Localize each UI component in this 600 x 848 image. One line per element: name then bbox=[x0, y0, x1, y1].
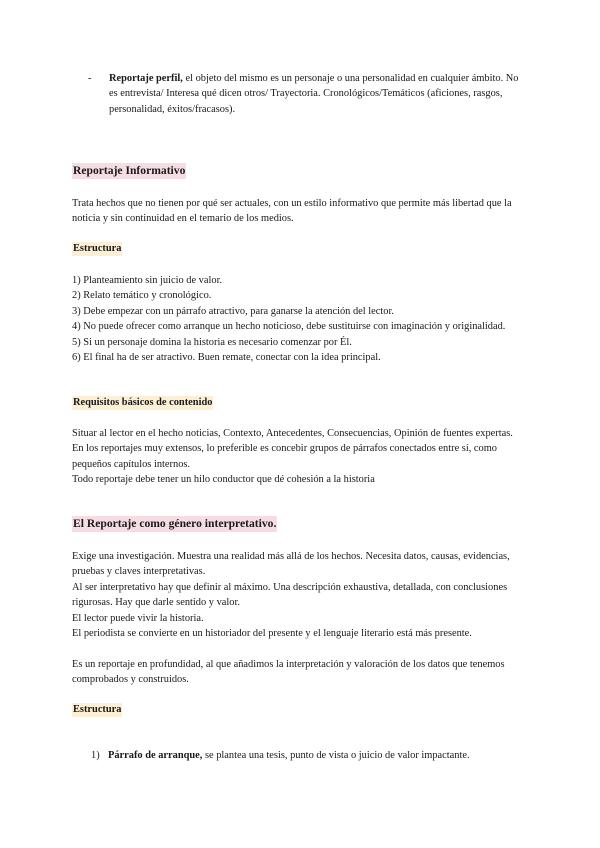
subheading-requisitos bbox=[72, 395, 532, 410]
heading-reportaje-informativo bbox=[72, 163, 532, 179]
paragraph-line: El lector puede vivir la historia. bbox=[72, 612, 204, 624]
paragraph-profundidad bbox=[72, 657, 532, 688]
numbered-item-text bbox=[108, 748, 538, 763]
subheading: Estructura bbox=[73, 243, 122, 254]
paragraph-line: Todo reportaje debe tener un hilo conductor que dé cohesión a la historia bbox=[72, 474, 375, 486]
section-heading: El Reportaje como género interpretativo. bbox=[73, 517, 277, 530]
paragraph-text: Es un reportaje en profundidad, al que añadimos la interpretación y valoración de los datos que tenemos comprobados y construidos. bbox=[72, 659, 505, 686]
list-item: 1) Planteamiento sin juicio de valor. bbox=[72, 275, 223, 286]
list-item: 4) No puede ofrecer como arranque un hecho noticioso, debe sustituirse con imaginación y originalidad. bbox=[72, 321, 506, 333]
paragraph-line: En los reportajes muy extensos, lo preferible es concebir grupos de párrafos conectados entre sí, como pequeños capítulos internos. bbox=[72, 443, 498, 470]
subheading: Estructura bbox=[73, 704, 122, 715]
heading-reportaje-interpretativo bbox=[72, 516, 532, 532]
interpretativo-paragraphs bbox=[72, 549, 532, 641]
bullet-bold-term: Reportaje perfil, bbox=[109, 73, 183, 84]
numbered-item-body: se plantea una tesis, punto de vista o juicio de valor impactante. bbox=[202, 750, 470, 761]
subheading: Requisitos básicos de contenido bbox=[73, 397, 213, 408]
subheading-estructura-1 bbox=[72, 241, 532, 256]
list-item: 3) Debe empezar con un párrafo atractivo, para ganarse la atención del lector. bbox=[72, 305, 394, 317]
requisitos-paragraphs bbox=[72, 426, 532, 488]
subheading-estructura-2 bbox=[72, 702, 532, 717]
paragraph-text: Trata hechos que no tienen por qué ser actuales, con un estilo informativo que permite más libertad que la noticia y sin continuidad en el temario de los medios. bbox=[72, 198, 512, 225]
paragraph-line: Exige una investigación. Muestra una realidad más allá de los hechos. Necesita datos, causas, evidencias, pruebas y claves interpretativas. bbox=[72, 551, 510, 578]
list-item: 2) Relato temático y cronológico. bbox=[72, 290, 212, 302]
bullet-body: el objeto del mismo es un personaje o una personalidad en cualquier ámbito. No es entrevista/ Interesa qué dicen otros/ Trayectoria. Cronológicos/Temáticos (aficiones, rasgos, personalidad, éxitos/fracasos). bbox=[109, 73, 519, 115]
bullet-text bbox=[109, 71, 529, 117]
estructura-list-1 bbox=[72, 273, 532, 365]
paragraph-line: Situar al lector en el hecho noticias, Contexto, Antecedentes, Consecuencias, Opinión de fuentes expertas. bbox=[72, 428, 513, 439]
bullet-marker: - bbox=[88, 73, 92, 84]
list-item: 5) Si un personaje domina la historia es necesario comenzar por Él. bbox=[72, 336, 352, 348]
list-item: 6) El final ha de ser atractivo. Buen remate, conectar con la idea principal. bbox=[72, 352, 381, 364]
number-marker: 1) bbox=[91, 750, 100, 761]
numbered-item-bold: Párrafo de arranque, bbox=[108, 750, 203, 761]
paragraph-line: Al ser interpretativo hay que definir al máximo. Una descripción exhaustiva, detallada, con conclusiones rigurosas. Hay que darle sentido y valor. bbox=[72, 581, 508, 609]
paragraph-informativo bbox=[72, 196, 532, 227]
paragraph-line: El periodista se convierte en un historiador del presente y el lenguaje literario está más presente. bbox=[72, 628, 472, 640]
section-heading: Reportaje Informativo bbox=[73, 164, 186, 177]
